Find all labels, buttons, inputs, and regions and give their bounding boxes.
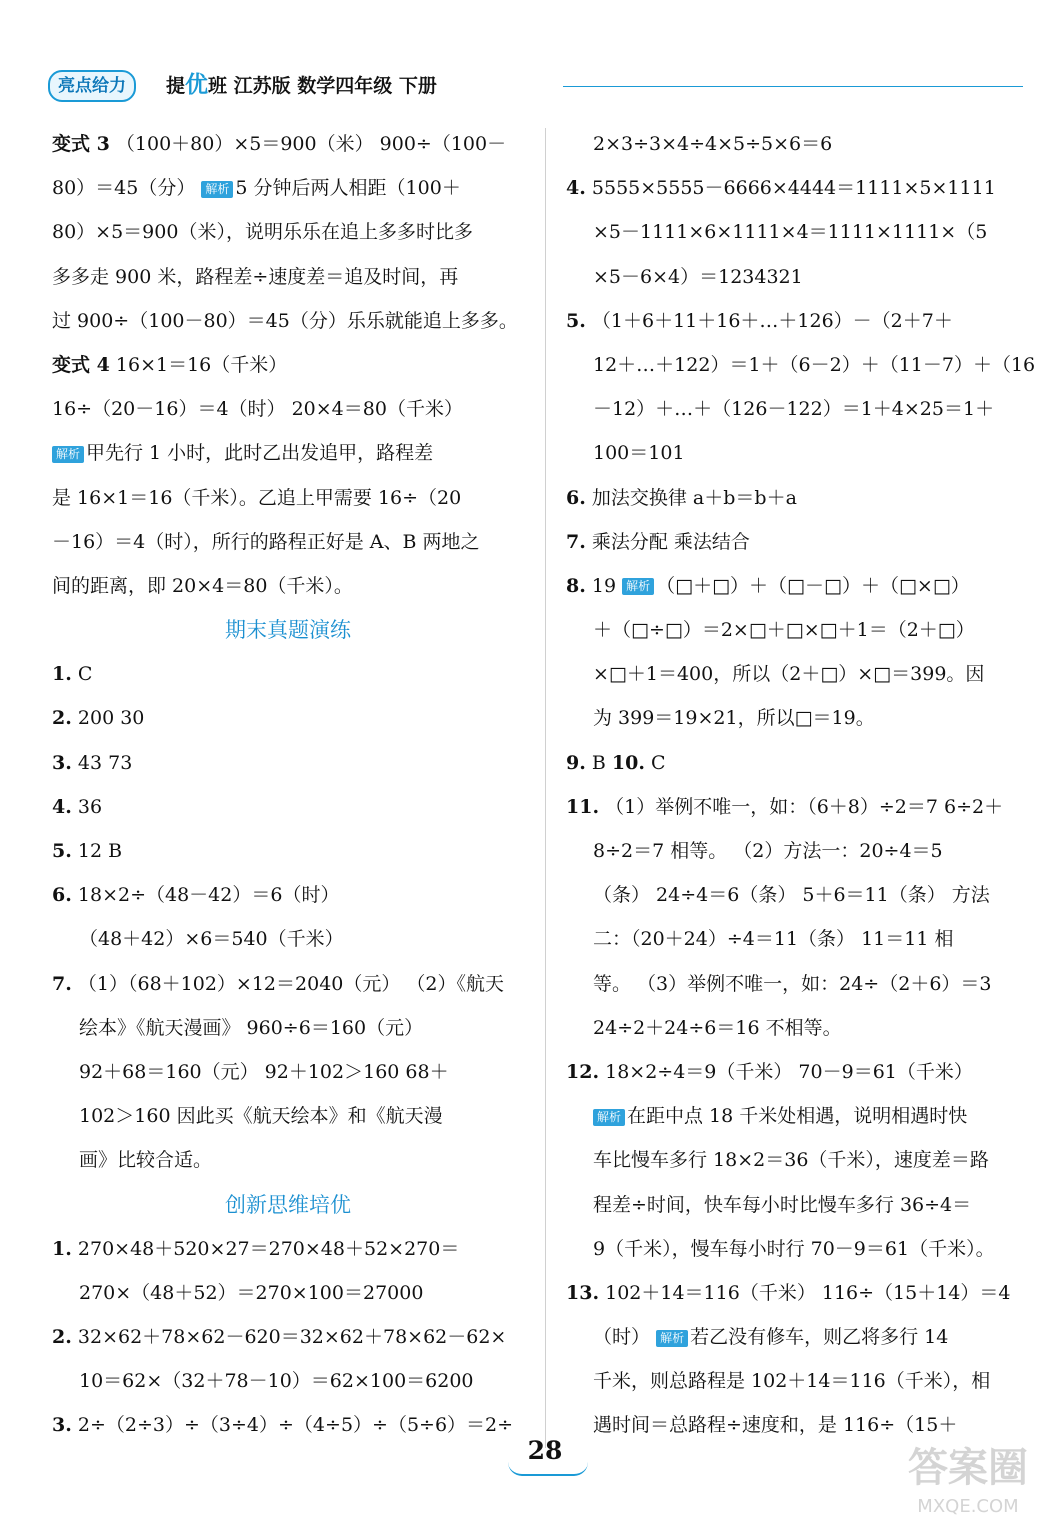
text-line: 解析 甲先行 1 小时，此时乙出发追甲，路程差	[52, 431, 524, 475]
text-line: 100＝101	[593, 442, 685, 465]
page-header	[48, 70, 1023, 104]
answer-item: 11. （1）举例不唯一，如：（6＋8）÷2＝7 6÷2＋	[566, 795, 1004, 818]
text-line: 102＞160 因此买《航天绘本》和《航天漫	[79, 1105, 443, 1128]
text-line: 12＋…＋122）＝1＋（6－2）＋（11－7）＋（16	[593, 353, 1036, 376]
answer-item: 6. 18×2÷（48－42）＝6（时）	[52, 884, 340, 907]
text-line: 10＝62×（32＋78－10）＝62×100＝6200	[79, 1370, 474, 1393]
watermark-url: MXQE.COM	[917, 1496, 1019, 1517]
watermark-text: 答案圈	[908, 1445, 1028, 1491]
answer-item: 8. 19 解析 （□＋□）＋（□－□）＋（□×□）	[566, 574, 970, 597]
text-line: －16）＝4（时），所行的路程正好是 A、B 两地之	[52, 530, 480, 553]
text-line: 车比慢车多行 18×2＝36（千米），速度差＝路	[593, 1149, 989, 1172]
answer-item: 1. 270×48＋520×27＝270×48＋52×270＝	[52, 1237, 460, 1260]
answer-item: 5. （1＋6＋11＋16＋…＋126）－（2＋7＋	[566, 309, 953, 332]
answer-item: 6. 加法交换律 a＋b＝b＋a	[566, 486, 797, 509]
text-line: 2×3÷3×4÷4×5÷5×6＝6	[593, 133, 833, 155]
text-line: 变式 4 16×1＝16（千米）	[52, 353, 288, 376]
text-line: 千米，则总路程是 102＋14＝116（千米），相	[593, 1370, 991, 1393]
answer-item: 4. 36	[52, 795, 103, 818]
title-part-c: 班 江苏版 数学四年级 下册	[208, 75, 437, 97]
text-line: ×5－6×4）＝1234321	[593, 265, 803, 288]
text-line: ×5－1111×6×1111×4＝1111×1111×（5	[593, 221, 988, 244]
text-line: 24÷2＋24÷6＝16 不相等。	[593, 1016, 842, 1039]
text-line: 80）×5＝900（米），说明乐乐在追上多多时比多	[52, 221, 473, 244]
answer-item: 7. （1）（68＋102）×12＝2040（元） （2）《航天	[52, 972, 504, 995]
answer-item: 3. 2÷（2÷3）÷（3÷4）÷（4÷5）÷（5÷6）＝2÷	[52, 1414, 514, 1437]
text-line: 遇时间＝总路程÷速度和，是 116÷（15＋	[593, 1414, 958, 1437]
text-line: （48＋42）×6＝540（千米）	[79, 928, 344, 951]
answer-item: 4. 5555×5555－6666×4444＝1111×5×1111	[566, 177, 996, 200]
header-rule	[563, 86, 1023, 87]
text-line: 等。 （3）举例不唯一，如：24÷（2＋6）＝3	[593, 972, 992, 995]
answer-item: 13. 102＋14＝116（千米） 116÷（15＋14）＝4	[566, 1281, 1011, 1304]
answer-item: 3. 43 73	[52, 751, 133, 774]
text-line: 为 399＝19×21，所以□＝19。	[593, 707, 875, 730]
text-line: （条） 24÷4＝6（条） 5＋6＝11（条） 方法	[593, 884, 990, 907]
watermark-logo	[893, 1440, 1043, 1530]
text-line: 解析 在距中点 18 千米处相遇，说明相遇时快	[566, 1094, 1031, 1138]
text-line: 16÷（20－16）＝4（时） 20×4＝80（千米）	[52, 398, 463, 421]
text-line: （时） 解析 若乙没有修车，则乙将多行 14	[593, 1326, 949, 1349]
left-column	[52, 122, 524, 1448]
text-line: 92＋68＝160（元） 92＋102＞160 68＋	[79, 1060, 449, 1083]
text-line: 过 900÷（100－80）＝45（分）乐乐就能追上多多。	[52, 309, 518, 332]
text-line: 9（千米），慢车每小时行 70－9＝61（千米）。	[593, 1237, 995, 1260]
text-line: 变式 3 （100＋80）×5＝900（米） 900÷（100－	[52, 133, 507, 155]
answer-item: 2. 32×62＋78×62－620＝32×62＋78×62－62×	[52, 1326, 507, 1349]
text-line: 80）＝45（分） 解析 5 分钟后两人相距（100＋	[52, 177, 461, 200]
analysis-tag: 解析	[201, 181, 233, 198]
text-line: 多多走 900 米，路程差÷速度差＝追及时间，再	[52, 265, 459, 288]
answer-item: 7. 乘法分配 乘法结合	[566, 530, 750, 553]
right-column	[566, 122, 1036, 1448]
answer-item: 2. 200 30	[52, 707, 145, 730]
text-line: 间的距离，即 20×4＝80（千米）。	[52, 574, 353, 597]
title-part-a: 提	[166, 75, 186, 97]
page-number-arc	[508, 1462, 588, 1476]
analysis-tag: 解析	[52, 446, 84, 463]
analysis-tag: 解析	[593, 1109, 625, 1126]
page-number: 28	[527, 1436, 563, 1465]
text-line: 画》比较合适。	[79, 1149, 213, 1172]
text-line: －12）＋…＋（126－122）＝1＋4×25＝1＋	[593, 398, 995, 421]
text-line: 二：（20＋24）÷4＝11（条） 11＝11 相	[593, 928, 954, 951]
text-line: 8÷2＝7 相等。 （2）方法一：20÷4＝5	[593, 840, 943, 862]
section-title-final-exam: 期末真题演练	[225, 618, 351, 643]
analysis-tag: 解析	[622, 578, 654, 595]
analysis-tag: 解析	[656, 1330, 688, 1347]
text-line: 绘本》《航天漫画》 960÷6＝160（元）	[79, 1016, 424, 1039]
answer-item: 5. 12 B	[52, 840, 123, 862]
text-line: 程差÷时间，快车每小时比慢车多行 36÷4＝	[593, 1193, 972, 1216]
book-title	[166, 70, 437, 101]
answer-item: 1. C	[52, 663, 93, 686]
answer-item: 9. B 10. C	[566, 751, 666, 774]
text-line: 是 16×1＝16（千米）。乙追上甲需要 16÷（20	[52, 486, 462, 509]
section-title-innovation: 创新思维培优	[225, 1192, 351, 1217]
text-line: ×□＋1＝400，所以（2＋□）×□＝399。因	[593, 663, 985, 686]
column-divider	[545, 128, 546, 1448]
text-line: ＋（□÷□）＝2×□＋□×□＋1＝（2＋□）	[593, 619, 975, 642]
text-line: 270×（48＋52）＝270×100＝27000	[79, 1281, 424, 1304]
title-highlight: 优	[185, 72, 209, 98]
brand-badge: 亮点给力	[48, 70, 136, 102]
answer-item: 12. 18×2÷4＝9（千米） 70－9＝61（千米）	[566, 1060, 973, 1083]
